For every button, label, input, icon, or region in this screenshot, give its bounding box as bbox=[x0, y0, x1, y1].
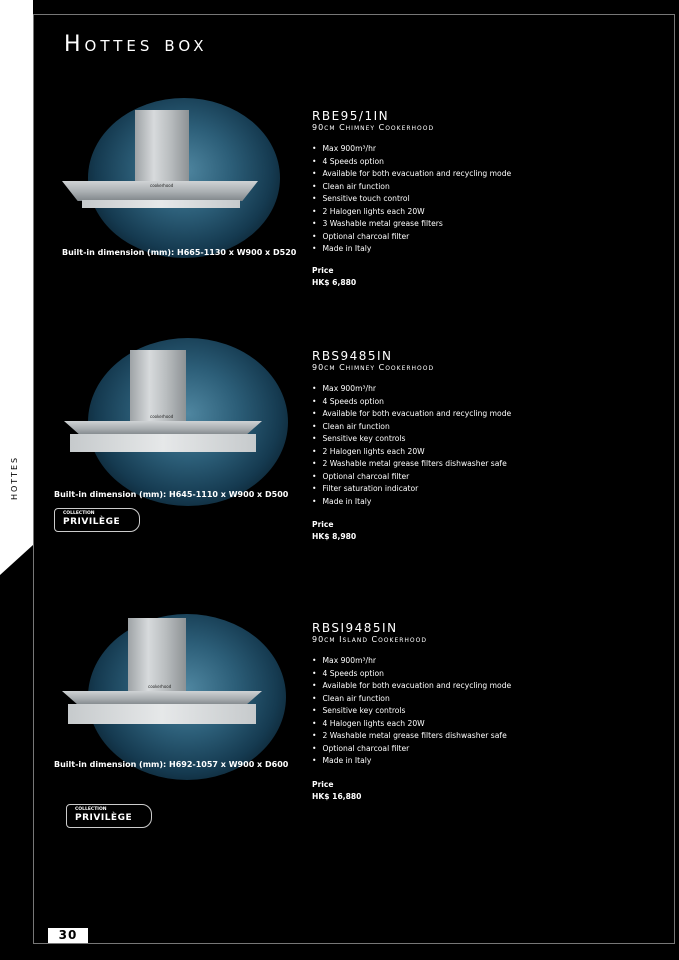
feature-item: • Optional charcoal filter bbox=[312, 471, 511, 484]
page-title: Hottes box bbox=[64, 32, 208, 57]
built-in-dimension: Built-in dimension (mm): H665-1130 x W900 x D520 bbox=[62, 248, 297, 257]
product-subtitle: 90cm Island Cookerhood bbox=[312, 635, 427, 644]
feature-item: • Available for both evacuation and recycling mode bbox=[312, 168, 511, 181]
feature-list bbox=[312, 143, 511, 256]
feature-item: • Clean air function bbox=[312, 181, 511, 194]
feature-item: • Optional charcoal filter bbox=[312, 743, 511, 756]
feature-item: • 2 Washable metal grease filters dishwasher safe bbox=[312, 730, 511, 743]
feature-item: • 4 Halogen lights each 20W bbox=[312, 718, 511, 731]
product-model: RBSI9485IN bbox=[312, 621, 398, 635]
product-model: RBE95/1IN bbox=[312, 109, 390, 123]
feature-list bbox=[312, 655, 511, 768]
feature-item: • 2 Washable metal grease filters dishwasher safe bbox=[312, 458, 511, 471]
price-value: HK$ 6,880 bbox=[312, 278, 357, 287]
product-subtitle: 90cm Chimney Cookerhood bbox=[312, 123, 435, 132]
price-value: HK$ 16,880 bbox=[312, 792, 362, 801]
price-label: Price bbox=[312, 266, 334, 275]
badge-large-text: PRIVILÈGE bbox=[63, 517, 121, 527]
side-section-label: HOTTES bbox=[10, 455, 19, 500]
feature-item: • Clean air function bbox=[312, 693, 511, 706]
feature-item: • 4 Speeds option bbox=[312, 396, 511, 409]
price-label: Price bbox=[312, 780, 334, 789]
feature-item: • 2 Halogen lights each 20W bbox=[312, 206, 511, 219]
feature-item: • 4 Speeds option bbox=[312, 668, 511, 681]
feature-item: • Sensitive key controls bbox=[312, 433, 511, 446]
feature-item: • Filter saturation indicator bbox=[312, 483, 511, 496]
badge-large-text: PRIVILÈGE bbox=[75, 813, 133, 823]
page-number: 30 bbox=[48, 928, 88, 943]
feature-item: • Max 900m³/hr bbox=[312, 655, 511, 668]
collection-privilege-badge bbox=[54, 508, 140, 532]
feature-item: • 2 Halogen lights each 20W bbox=[312, 446, 511, 459]
feature-item: • Available for both evacuation and recycling mode bbox=[312, 408, 511, 421]
feature-item: • Made in Italy bbox=[312, 496, 511, 509]
feature-item: • Max 900m³/hr bbox=[312, 383, 511, 396]
price-label: Price bbox=[312, 520, 334, 529]
feature-item: • Clean air function bbox=[312, 421, 511, 434]
built-in-dimension: Built-in dimension (mm): H692-1057 x W900 x D600 bbox=[54, 760, 289, 769]
product-subtitle: 90cm Chimney Cookerhood bbox=[312, 363, 435, 372]
feature-item: • Made in Italy bbox=[312, 755, 511, 768]
product-model: RBS9485IN bbox=[312, 349, 393, 363]
collection-privilege-badge bbox=[66, 804, 152, 828]
feature-item: • 3 Washable metal grease filters bbox=[312, 218, 511, 231]
badge-small-text: COLLECTION bbox=[75, 807, 107, 812]
feature-item: • Sensitive touch control bbox=[312, 193, 511, 206]
feature-list bbox=[312, 383, 511, 508]
price-value: HK$ 8,980 bbox=[312, 532, 357, 541]
feature-item: • Available for both evacuation and recycling mode bbox=[312, 680, 511, 693]
feature-item: • Sensitive key controls bbox=[312, 705, 511, 718]
feature-item: • Max 900m³/hr bbox=[312, 143, 511, 156]
feature-item: • Optional charcoal filter bbox=[312, 231, 511, 244]
badge-small-text: COLLECTION bbox=[63, 511, 95, 516]
built-in-dimension: Built-in dimension (mm): H645-1110 x W900 x D500 bbox=[54, 490, 289, 499]
feature-item: • 4 Speeds option bbox=[312, 156, 511, 169]
feature-item: • Made in Italy bbox=[312, 243, 511, 256]
